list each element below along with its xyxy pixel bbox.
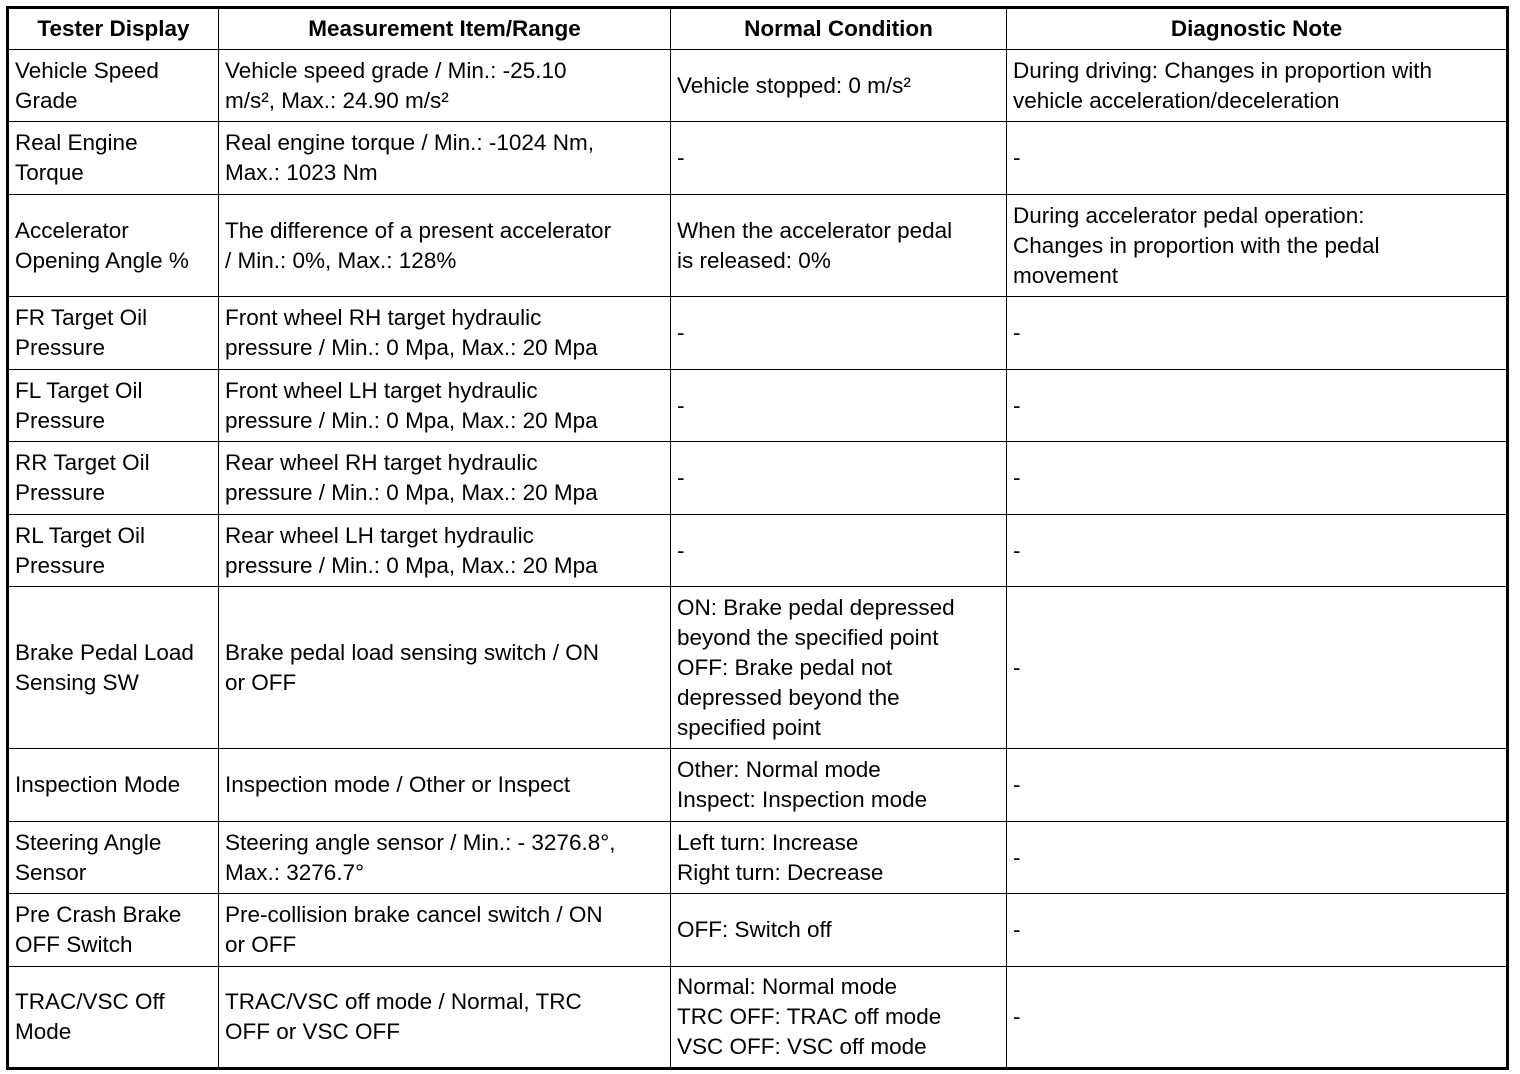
cell-diagnostic-note: -	[1007, 749, 1508, 822]
cell-tester-display: FL Target Oil Pressure	[8, 370, 219, 442]
cell-normal-condition: -	[671, 297, 1007, 370]
cell-measurement: Inspection mode / Other or Inspect	[219, 749, 671, 822]
cell-diagnostic-note: -	[1007, 894, 1508, 967]
cell-diagnostic-note: -	[1007, 515, 1508, 587]
cell-diagnostic-note: -	[1007, 370, 1508, 442]
cell-normal-condition: When the accelerator pedal is released: 0%	[671, 195, 1007, 297]
cell-tester-display: FR Target Oil Pressure	[8, 297, 219, 370]
cell-normal-condition: ON: Brake pedal depressed beyond the specified point OFF: Brake pedal not depressed beyond the specified point	[671, 587, 1007, 749]
cell-normal-condition: Left turn: Increase Right turn: Decrease	[671, 822, 1007, 894]
table-header	[8, 8, 1508, 50]
cell-normal-condition: Other: Normal mode Inspect: Inspection mode	[671, 749, 1007, 822]
cell-measurement: Real engine torque / Min.: -1024 Nm, Max.: 1023 Nm	[219, 122, 671, 195]
table-row	[8, 967, 1508, 1069]
cell-tester-display: TRAC/VSC Off Mode	[8, 967, 219, 1069]
cell-measurement: Front wheel RH target hydraulic pressure / Min.: 0 Mpa, Max.: 20 Mpa	[219, 297, 671, 370]
table-row	[8, 587, 1508, 749]
cell-measurement: Front wheel LH target hydraulic pressure / Min.: 0 Mpa, Max.: 20 Mpa	[219, 370, 671, 442]
cell-tester-display: RR Target Oil Pressure	[8, 442, 219, 515]
cell-tester-display: Pre Crash Brake OFF Switch	[8, 894, 219, 967]
cell-measurement: Brake pedal load sensing switch / ON or OFF	[219, 587, 671, 749]
cell-diagnostic-note: During accelerator pedal operation: Changes in proportion with the pedal movement	[1007, 195, 1508, 297]
cell-tester-display: RL Target Oil Pressure	[8, 515, 219, 587]
table-row	[8, 515, 1508, 587]
table-row	[8, 749, 1508, 822]
cell-normal-condition: -	[671, 442, 1007, 515]
table-row	[8, 822, 1508, 894]
table-row	[8, 370, 1508, 442]
cell-normal-condition: Vehicle stopped: 0 m/s²	[671, 50, 1007, 122]
header-normal-condition: Normal Condition	[671, 8, 1007, 50]
cell-measurement: TRAC/VSC off mode / Normal, TRC OFF or VSC OFF	[219, 967, 671, 1069]
table-row	[8, 195, 1508, 297]
cell-measurement: Pre-collision brake cancel switch / ON or OFF	[219, 894, 671, 967]
table-row	[8, 50, 1508, 122]
table-row	[8, 122, 1508, 195]
table-row	[8, 894, 1508, 967]
cell-tester-display: Inspection Mode	[8, 749, 219, 822]
cell-diagnostic-note: -	[1007, 297, 1508, 370]
cell-measurement: Rear wheel RH target hydraulic pressure / Min.: 0 Mpa, Max.: 20 Mpa	[219, 442, 671, 515]
header-measurement-item-range: Measurement Item/Range	[219, 8, 671, 50]
cell-normal-condition: -	[671, 370, 1007, 442]
cell-tester-display: Accelerator Opening Angle %	[8, 195, 219, 297]
header-row	[8, 8, 1508, 50]
cell-tester-display: Brake Pedal Load Sensing SW	[8, 587, 219, 749]
cell-measurement: Steering angle sensor / Min.: - 3276.8°, Max.: 3276.7°	[219, 822, 671, 894]
diagnostic-data-table	[6, 6, 1509, 1070]
table-body	[8, 50, 1508, 1069]
cell-diagnostic-note: -	[1007, 967, 1508, 1069]
cell-tester-display: Vehicle Speed Grade	[8, 50, 219, 122]
header-diagnostic-note: Diagnostic Note	[1007, 8, 1508, 50]
cell-diagnostic-note: -	[1007, 122, 1508, 195]
cell-diagnostic-note: During driving: Changes in proportion with vehicle acceleration/deceleration	[1007, 50, 1508, 122]
cell-diagnostic-note: -	[1007, 822, 1508, 894]
header-tester-display: Tester Display	[8, 8, 219, 50]
cell-normal-condition: -	[671, 515, 1007, 587]
cell-diagnostic-note: -	[1007, 587, 1508, 749]
table-row	[8, 442, 1508, 515]
cell-normal-condition: -	[671, 122, 1007, 195]
cell-diagnostic-note: -	[1007, 442, 1508, 515]
cell-measurement: The difference of a present accelerator / Min.: 0%, Max.: 128%	[219, 195, 671, 297]
cell-normal-condition: Normal: Normal mode TRC OFF: TRAC off mode VSC OFF: VSC off mode	[671, 967, 1007, 1069]
cell-tester-display: Real Engine Torque	[8, 122, 219, 195]
cell-measurement: Rear wheel LH target hydraulic pressure / Min.: 0 Mpa, Max.: 20 Mpa	[219, 515, 671, 587]
cell-measurement: Vehicle speed grade / Min.: -25.10 m/s², Max.: 24.90 m/s²	[219, 50, 671, 122]
cell-normal-condition: OFF: Switch off	[671, 894, 1007, 967]
table-row	[8, 297, 1508, 370]
cell-tester-display: Steering Angle Sensor	[8, 822, 219, 894]
